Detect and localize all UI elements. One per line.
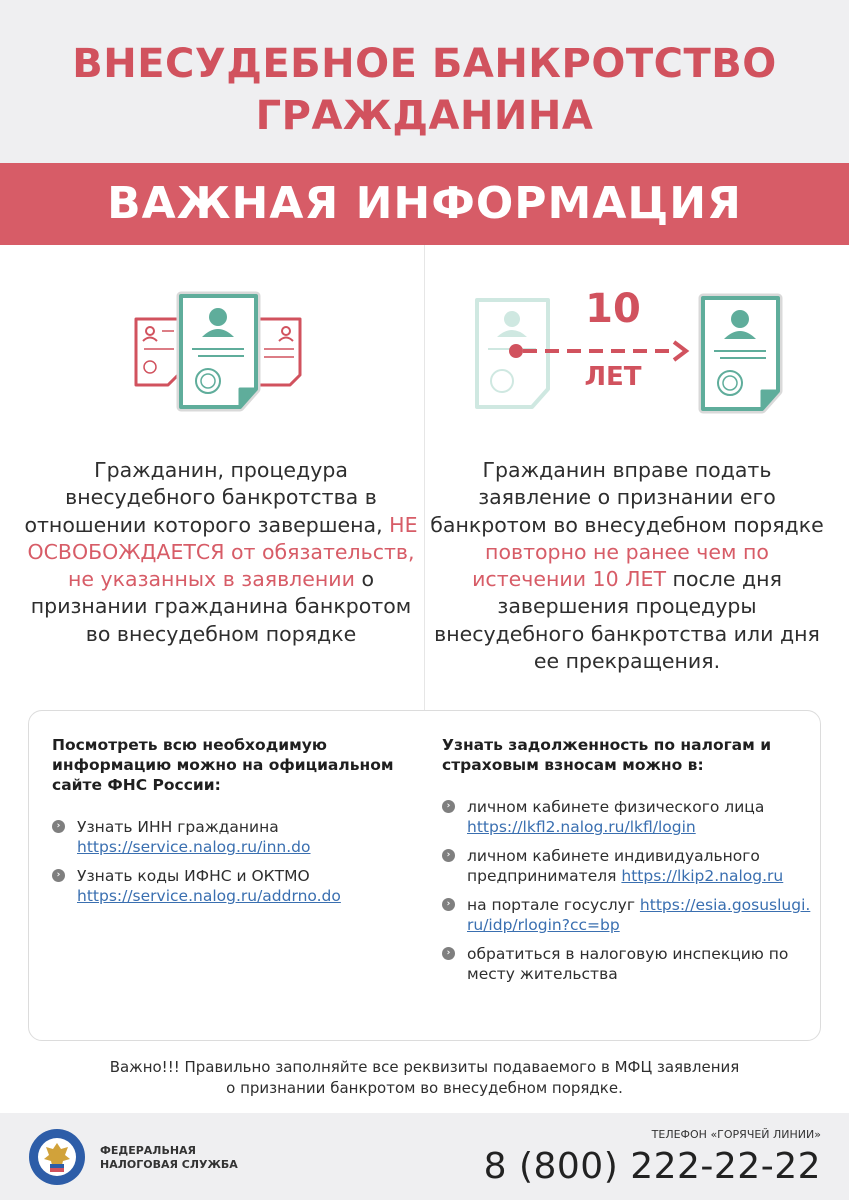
fns-emblem-icon [28,1128,86,1186]
list-item [442,846,812,886]
list-item-text: личном кабинете физического лица [467,798,765,816]
arrow-bullet-icon: › [442,898,455,911]
list-item-text: Узнать коды ИФНС и ОКТМО [77,867,310,885]
list-item [442,944,812,984]
arrow-bullet-icon: › [442,849,455,862]
left-text-highlight: НЕ ОСВОБОЖДАЕТСЯ от обязательств, не указанных в заявлении [27,512,418,592]
note-line-1: Важно!!! Правильно заполняйте все реквизиты подаваемого в МФЦ заявления [109,1058,740,1076]
footer [0,1113,849,1200]
important-note [40,1057,809,1099]
addrno-link[interactable]: https://service.nalog.ru/addrno.do [77,887,341,905]
left-text-part2: о признании гражданина банкротом во внесудебном порядке [30,567,412,646]
list-item-text: обратиться в налоговую инспекцию по месту жительства [467,945,789,983]
list-item [442,895,812,935]
list-item-text: на портале госуслуг [467,896,640,914]
title-line-2: ГРАЖДАНИНА [255,93,594,139]
right-text-part2: после дня завершения процедуры внесудебного банкротства или дня ее прекращения. [434,567,820,674]
column-divider [424,245,425,711]
years-label: ЛЕТ [584,362,642,392]
list-item [442,797,812,837]
gosuslugi-link[interactable]: https://esia.gosuslugi.ru/idp/rlogin?cc=bp [467,896,811,934]
banner-text: ВАЖНАЯ ИНФОРМАЦИЯ [107,178,742,229]
page-title [0,38,849,142]
years-number: 10 [585,286,641,332]
right-column-text [428,457,826,675]
right-text-highlight: повторно не ранее чем по истечении 10 ЛЕТ [472,539,769,592]
org-name [100,1144,260,1172]
right-text-part1: Гражданин вправе подать заявление о признании его банкротом во внесудебном порядке [430,458,824,537]
list-item-text: личном кабинете индивидуального предпринимателя [467,847,760,885]
note-line-2: о признании банкротом во внесудебном порядке. [226,1079,623,1097]
info-right-heading: Узнать задолженность по налогам и страховым взносам можно в: [442,736,772,774]
documents-icon [128,285,308,415]
org-name-line-1: ФЕДЕРАЛЬНАЯ [100,1144,197,1157]
arrow-bullet-icon: › [442,800,455,813]
header [0,0,849,163]
info-left-list [52,817,422,906]
info-right-column [442,735,812,993]
list-item-text: Узнать ИНН гражданина [77,818,279,836]
title-line-1: ВНЕСУДЕБНОЕ БАНКРОТСТВО [72,41,777,87]
left-text-part1: Гражданин, процедура внесудебного банкротства в отношении которого завершена, [24,458,390,537]
lkip-link[interactable]: https://lkip2.nalog.ru [621,867,784,885]
lkfl-link[interactable]: https://lkfl2.nalog.ru/lkfl/login [467,818,696,836]
info-left-heading: Посмотреть всю необходимую информацию можно на официальном сайте ФНС России: [52,736,394,794]
info-right-list [442,797,812,984]
inn-link[interactable]: https://service.nalog.ru/inn.do [77,838,311,856]
hotline-label: ТЕЛЕФОН «ГОРЯЧЕЙ ЛИНИИ» [651,1128,821,1141]
list-item [52,817,422,857]
list-item [52,866,422,906]
arrow-bullet-icon: › [442,947,455,960]
arrow-bullet-icon: › [52,820,65,833]
arrow-bullet-icon: › [52,869,65,882]
info-left-column [52,735,422,915]
org-name-line-2: НАЛОГОВАЯ СЛУЖБА [100,1158,238,1171]
important-banner [0,163,849,245]
left-column-text [22,457,420,648]
info-box [28,710,821,1041]
hotline-phone: 8 (800) 222-22-22 [483,1146,821,1187]
